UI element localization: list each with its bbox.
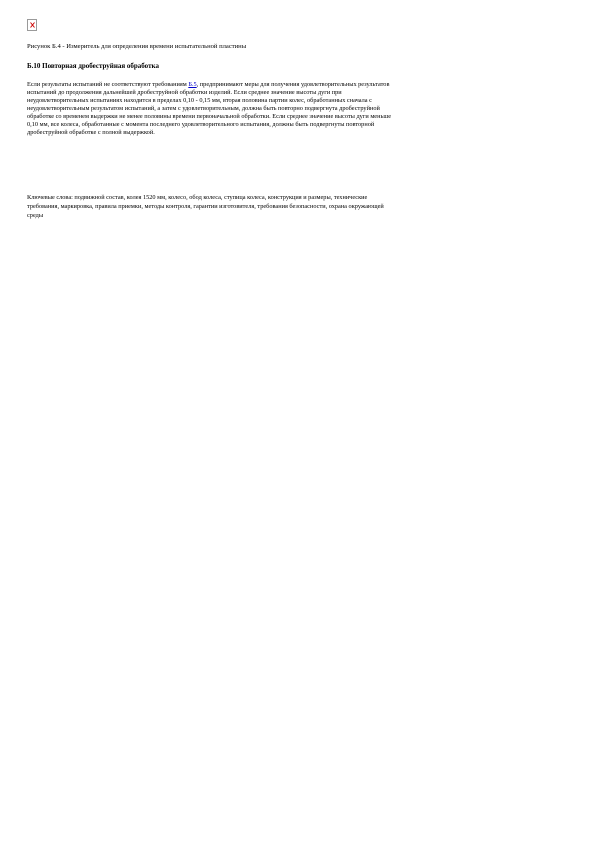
paragraph-line: неудовлетворительным результатом испытаний, а затем с удовлетворительным, должна быть повторно подвергнута дробеструйной	[27, 105, 380, 113]
paragraph-text: Если результаты испытаний не соответствуют требованиям	[27, 81, 189, 88]
paragraph-line: обработке со временем выдержки не менее половины времени первоначальной обработки. Если среднее значение высоты дуги меньше	[27, 113, 391, 121]
paragraph-text: , предпринимают меры для получения удовлетворительных результатов	[196, 81, 390, 88]
keywords-line: Ключевые слова: подвижной состав, колея 1520 мм, колесо, обод колеса, ступица колеса, конструкция и размеры, технические	[27, 194, 368, 201]
broken-image-icon	[27, 19, 37, 31]
figure-caption: Рисунок Б.4 - Измеритель для определения времени испытательной пластины	[27, 43, 247, 50]
paragraph-line: неудовлетворительных испытаниях находится в пределах 0,10 - 0,15 мм, вторая половина партии колес, обработанных сначала с	[27, 97, 372, 105]
image-placeholder-x-icon	[30, 22, 35, 28]
reference-link-b5[interactable]: Б.5	[188, 81, 197, 88]
paragraph-line: испытаний до продолжения дальнейшей дробеструйной обработки изделий. Если среднее значение высоты дуги при	[27, 89, 342, 97]
keywords-line: требования, маркировка, правила приемки, методы контроля, гарантии изготовителя, требования безопасности, охрана окружающей	[27, 203, 384, 210]
keywords-line: среды	[27, 212, 44, 219]
paragraph-line: дробеструйной обработке с полной выдержкой.	[27, 129, 155, 137]
section-heading: Б.10 Повторная дробеструйная обработка	[27, 62, 159, 70]
paragraph-line: 0,10 мм, все колеса, обработанные с момента последнего удовлетворительного испытания, должны быть подвергнуты повторной	[27, 121, 375, 129]
paragraph-line	[27, 81, 557, 89]
section-paragraph	[27, 81, 557, 137]
keywords-block	[27, 193, 557, 220]
